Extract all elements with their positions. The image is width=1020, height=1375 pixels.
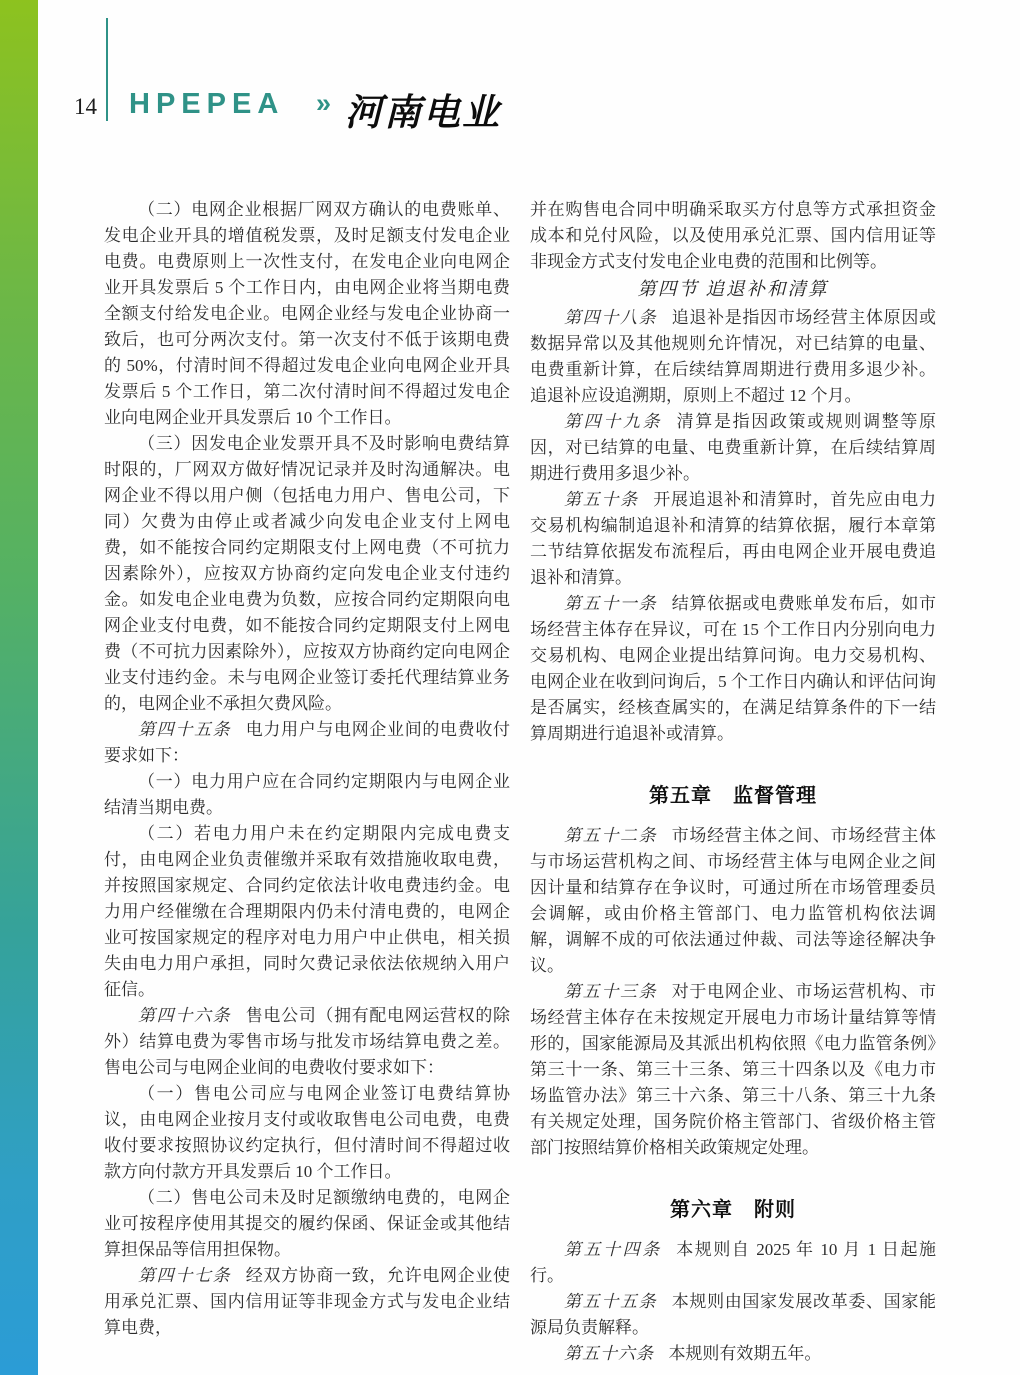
article-number: 第四十六条 xyxy=(138,1006,232,1025)
magazine-title-cn: 河南电业 xyxy=(345,90,501,134)
paragraph: （一）电力用户应在合同约定期限内与电网企业结清当期电费。 xyxy=(104,772,510,817)
article-number: 第四十九条 xyxy=(564,412,663,431)
section-heading: 第四节 追退补和清算 xyxy=(637,280,829,300)
article-number: 第五十六条 xyxy=(564,1344,654,1363)
chapter-heading: 第六章 附则 xyxy=(670,1199,796,1221)
paragraph: 第四十六条 售电公司（拥有配电网运营权的除外）结算电费为零售市场与批发市场结算电费之差。售电公司与电网企业间的电费收付要求如下： xyxy=(104,1006,511,1077)
article-number: 第四十八条 xyxy=(564,308,658,327)
double-chevron-icon: » xyxy=(316,88,332,118)
page-number: 14 xyxy=(74,94,97,119)
paragraph: 第五十二条 市场经营主体之间、市场经营主体与市场运营机构之间、市场经营主体与电网企业之间因计量和结算存在争议时，可通过所在市场管理委员会调解，或由价格主管部门、电力监管机构依法调解，调解不成的可依法通过仲裁、司法等途径解决争议。 xyxy=(530,826,937,975)
article-body xyxy=(104,197,936,1367)
paragraph: 第五十六条 本规则有效期五年。 xyxy=(564,1344,822,1363)
chapter-heading: 第五章 监督管理 xyxy=(649,785,817,807)
paragraph: 第四十九条 清算是指因政策或规则调整等原因，对已结算的电量、电费重新计算，在后续结算周期进行费用多退少补。 xyxy=(530,412,937,483)
paragraph: （二）若电力用户未在约定期限内完成电费支付，由电网企业负责催缴并采取有效措施收取电费，并按照国家规定、合同约定依法计收电费违约金。电力用户经催缴在合理期限内仍未付清电费的，电网企业可按国家规定的程序对电力用户中止供电，相关损失由电力用户承担，同时欠费记录依法依规纳入用户征信。 xyxy=(104,824,510,999)
paragraph: 第五十四条 本规则自 2025 年 10 月 1 日起施行。 xyxy=(530,1240,937,1285)
article-number: 第五十条 xyxy=(564,490,639,509)
article-number: 第四十五条 xyxy=(138,720,232,739)
paragraph: 第五十三条 对于电网企业、市场运营机构、市场经营主体存在未按规定开展电力市场计量结算等情形的，国家能源局及其派出机构依照《电力监管条例》第三十一条、第三十三条、第三十四条以及《电力市场监管办法》第三十六条、第三十八条、第三十九条有关规定处理，国务院价格主管部门、省级价格主管部门按照结算价格相关政策规定处理。 xyxy=(530,982,937,1157)
article-number: 第四十七条 xyxy=(138,1266,232,1285)
paragraph: （一）售电公司应与电网企业签订电费结算协议，由电网企业按月支付或收取售电公司电费，电费收付要求按照协议约定执行，但付清时间不得超过收款方向付款方开具发票后 10 个工作日。 xyxy=(104,1084,510,1181)
paragraph: 第五十五条 本规则由国家发展改革委、国家能源局负责解释。 xyxy=(530,1292,937,1337)
masthead-divider xyxy=(106,18,108,121)
paragraph: 第四十五条 电力用户与电网企业间的电费收付要求如下： xyxy=(104,720,511,765)
article-number: 第五十五条 xyxy=(564,1292,658,1311)
paragraph: （二）售电公司未及时足额缴纳电费的，电网企业可按程序使用其提交的履约保函、保证金或其他结算担保品等信用担保物。 xyxy=(104,1188,510,1259)
paragraph: （三）因发电企业发票开具不及时影响电费结算时限的，厂网双方做好情况记录并及时沟通解决。电网企业不得以用户侧（包括电力用户、售电公司，下同）欠费为由停止或者减少向发电企业支付上网电费，如不能按合同约定期限支付上网电费（不可抗力因素除外），应按双方协商约定向发电企业支付违约金。如发电企业电费为负数，应按合同约定期限向电网企业支付电费，如不能按合同约定期限支付上网电费（不可抗力因素除外），应按双方协商约定向电网企业支付违约金。未与电网企业签订委托代理结算业务的，电网企业不承担欠费风险。 xyxy=(104,434,510,713)
paragraph: （二）电网企业根据厂网双方确认的电费账单、发电企业开具的增值税发票，及时足额支付发电企业电费。电费原则上一次性支付，在发电企业向电网企业开具发票后 5 个工作日内，由电网企业将当期电费全额支付给发电企业。电网企业经与发电企业协商一致后，也可分两次支付。第一次支付不低于该期电费的 50%，付清时间不得超过发电企业向电网企业开具发票后 5 个工作日，第二次付清时间不得超过发电企业向电网企业开具发票后 10 个工作日。 xyxy=(104,200,510,427)
paragraph: 第五十条 开展追退补和清算时，首先应由电力交易机构编制追退补和清算的结算依据，履行本章第二节结算依据发布流程后，再由电网企业开展电费追退补和清算。 xyxy=(530,490,937,587)
paragraph: 第五十一条 结算依据或电费账单发布后，如市场经营主体存在异议，可在 15 个工作日内分别向电力交易机构、电网企业提出结算问询。电力交易机构、电网企业在收到问询后，5 个工作日内确认和评估问询是否属实，经核查属实的，在满足结算条件的下一结算周期进行追退补或清算。 xyxy=(530,594,937,743)
left-column xyxy=(104,197,510,1367)
paragraph: 第四十八条 追退补是指因市场经营主体原因或数据异常以及其他规则允许情况，对已结算的电量、电费重新计算，在后续结算周期进行费用多退少补。追退补应设追溯期，原则上不超过 12 个月。 xyxy=(530,308,937,405)
magazine-logo: HPEPEA xyxy=(129,88,285,120)
article-number: 第五十三条 xyxy=(564,982,658,1001)
right-column xyxy=(530,197,936,1367)
gradient-side-bar xyxy=(0,0,38,1375)
article-number: 第五十二条 xyxy=(564,826,658,845)
paragraph: 第四十七条 经双方协商一致，允许电网企业使用承兑汇票、国内信用证等非现金方式与发电企业结算电费， xyxy=(104,1266,511,1337)
paragraph: 并在购售电合同中明确采取买方付息等方式承担资金成本和兑付风险，以及使用承兑汇票、国内信用证等非现金方式支付发电企业电费的范围和比例等。 xyxy=(530,200,936,271)
article-number: 第五十一条 xyxy=(564,594,658,613)
article-number: 第五十四条 xyxy=(564,1240,662,1259)
